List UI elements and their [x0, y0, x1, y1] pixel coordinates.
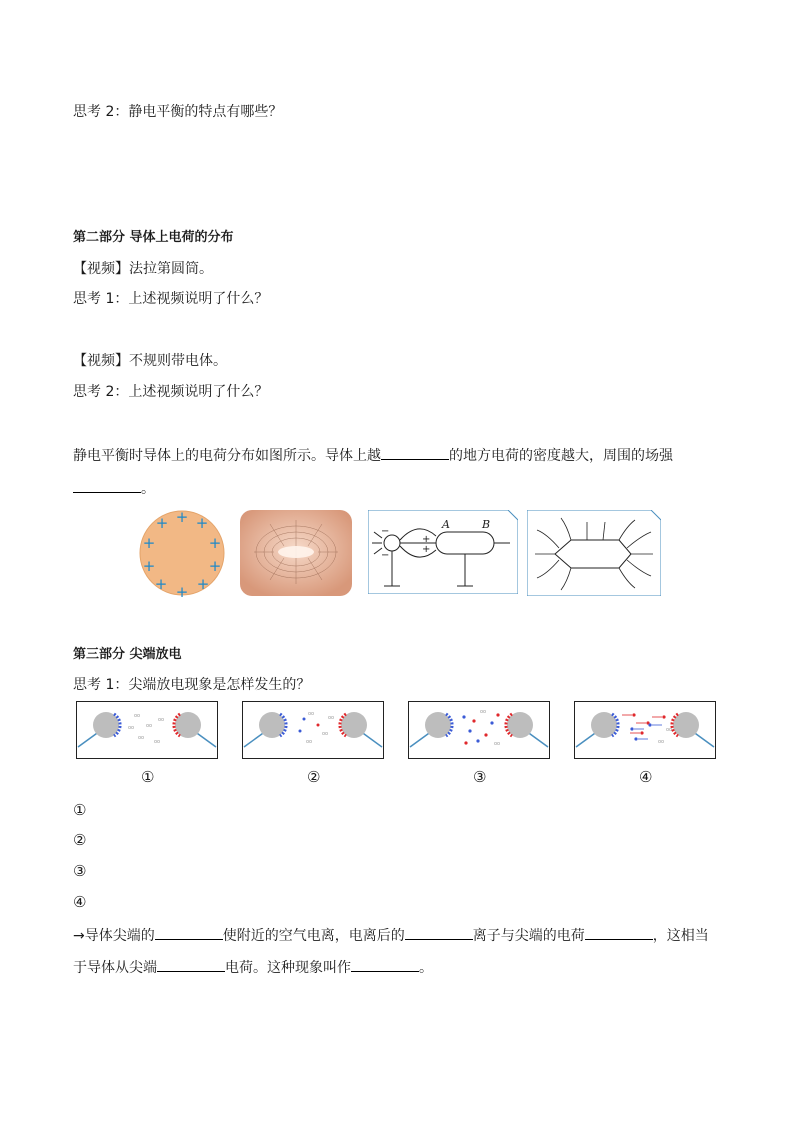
- conclusion-text-7: 。: [419, 960, 433, 976]
- svg-text:+: +: [422, 534, 431, 545]
- conclusion-blank-3[interactable]: [585, 925, 653, 940]
- video2-text: 【视频】不规则带电体。: [73, 353, 227, 369]
- think2b-question: 思考 2：上述视频说明了什么？: [73, 384, 269, 400]
- svg-text:+: +: [175, 583, 189, 599]
- label-a: A: [442, 518, 450, 531]
- svg-text:+: +: [154, 575, 168, 593]
- svg-text:oo: oo: [134, 713, 141, 719]
- svg-text:oo: oo: [494, 741, 501, 747]
- conclusion-text-6: 电荷。这种现象叫作: [225, 960, 351, 976]
- panel-caption-4: ④: [639, 768, 653, 786]
- svg-text:+: +: [208, 534, 222, 552]
- step-3: ③: [73, 862, 87, 880]
- svg-text:+: +: [208, 557, 222, 575]
- svg-text:oo: oo: [306, 739, 313, 745]
- conclusion-text-3: 离子与尖端的电荷: [472, 928, 585, 944]
- step-4: ④: [73, 893, 87, 911]
- svg-text:oo: oo: [308, 711, 315, 717]
- panel-caption-2: ②: [307, 768, 321, 786]
- label-b: B: [482, 518, 491, 531]
- section3-heading: 第三部分 尖端放电: [73, 647, 182, 662]
- svg-text:oo: oo: [128, 725, 135, 731]
- conclusion-text-4: ，这相当: [652, 928, 709, 944]
- svg-text:−: −: [381, 550, 390, 561]
- fill-text-c: 。: [141, 481, 155, 497]
- svg-text:+: +: [422, 544, 431, 555]
- discharge-panel-2: [242, 701, 384, 759]
- video1-text: 【视频】法拉第圆筒。: [73, 261, 213, 277]
- svg-text:oo: oo: [154, 739, 161, 745]
- fill-sentence-1: [73, 445, 673, 466]
- section2-heading: 第二部分 导体上电荷的分布: [73, 230, 234, 245]
- svg-text:+: +: [142, 534, 156, 552]
- conductor-ab-figure: [368, 510, 518, 594]
- svg-text:−: −: [381, 526, 390, 537]
- svg-text:oo: oo: [666, 727, 673, 733]
- panel-caption-3: ③: [473, 768, 487, 786]
- fill-blank-2[interactable]: [73, 478, 141, 493]
- pointed-conductor-figure: [527, 510, 661, 596]
- conclusion-line-2: [73, 957, 433, 978]
- svg-text:oo: oo: [480, 709, 487, 715]
- svg-text:oo: oo: [138, 735, 145, 741]
- panel-caption-1: ①: [141, 768, 155, 786]
- fill-sentence-2: [73, 478, 155, 499]
- fill-text-a: 静电平衡时导体上的电荷分布如图所示。导体上越: [73, 448, 381, 464]
- discharge-panel-4: [574, 701, 716, 759]
- discharge-panel-1: [76, 701, 218, 759]
- step-1: ①: [73, 801, 87, 819]
- conclusion-text-2: 使附近的空气电离，电离后的: [222, 928, 405, 944]
- think1-question: 思考 1：上述视频说明了什么？: [73, 291, 269, 307]
- svg-text:+: +: [142, 557, 156, 575]
- charged-sphere-figure: [137, 509, 227, 599]
- think2-question: 思考 2：静电平衡的特点有哪些？: [73, 104, 283, 120]
- fill-blank-1[interactable]: [381, 445, 449, 460]
- conclusion-blank-5[interactable]: [351, 957, 419, 972]
- discharge-panel-3: [408, 701, 550, 759]
- svg-text:+: +: [196, 575, 210, 593]
- conclusion-blank-4[interactable]: [157, 957, 225, 972]
- svg-text:oo: oo: [658, 739, 665, 745]
- svg-text:oo: oo: [146, 723, 153, 729]
- conclusion-blank-2[interactable]: [405, 925, 473, 940]
- conclusion-blank-1[interactable]: [155, 925, 223, 940]
- fill-text-b: 的地方电荷的密度越大，周围的场强: [449, 448, 673, 464]
- svg-text:oo: oo: [322, 731, 329, 737]
- conclusion-text-5: 于导体从尖端: [73, 960, 157, 976]
- svg-text:+: +: [175, 509, 189, 526]
- section3-think1: 思考 1：尖端放电现象是怎样发生的？: [73, 677, 311, 693]
- step-2: ②: [73, 831, 87, 849]
- svg-text:+: +: [155, 514, 169, 532]
- conclusion-text-1: →导体尖端的: [73, 928, 155, 944]
- svg-text:oo: oo: [328, 715, 335, 721]
- svg-text:+: +: [195, 514, 209, 532]
- field-lines-photo: [240, 510, 352, 596]
- conclusion-line-1: [73, 925, 709, 946]
- svg-text:oo: oo: [158, 717, 165, 723]
